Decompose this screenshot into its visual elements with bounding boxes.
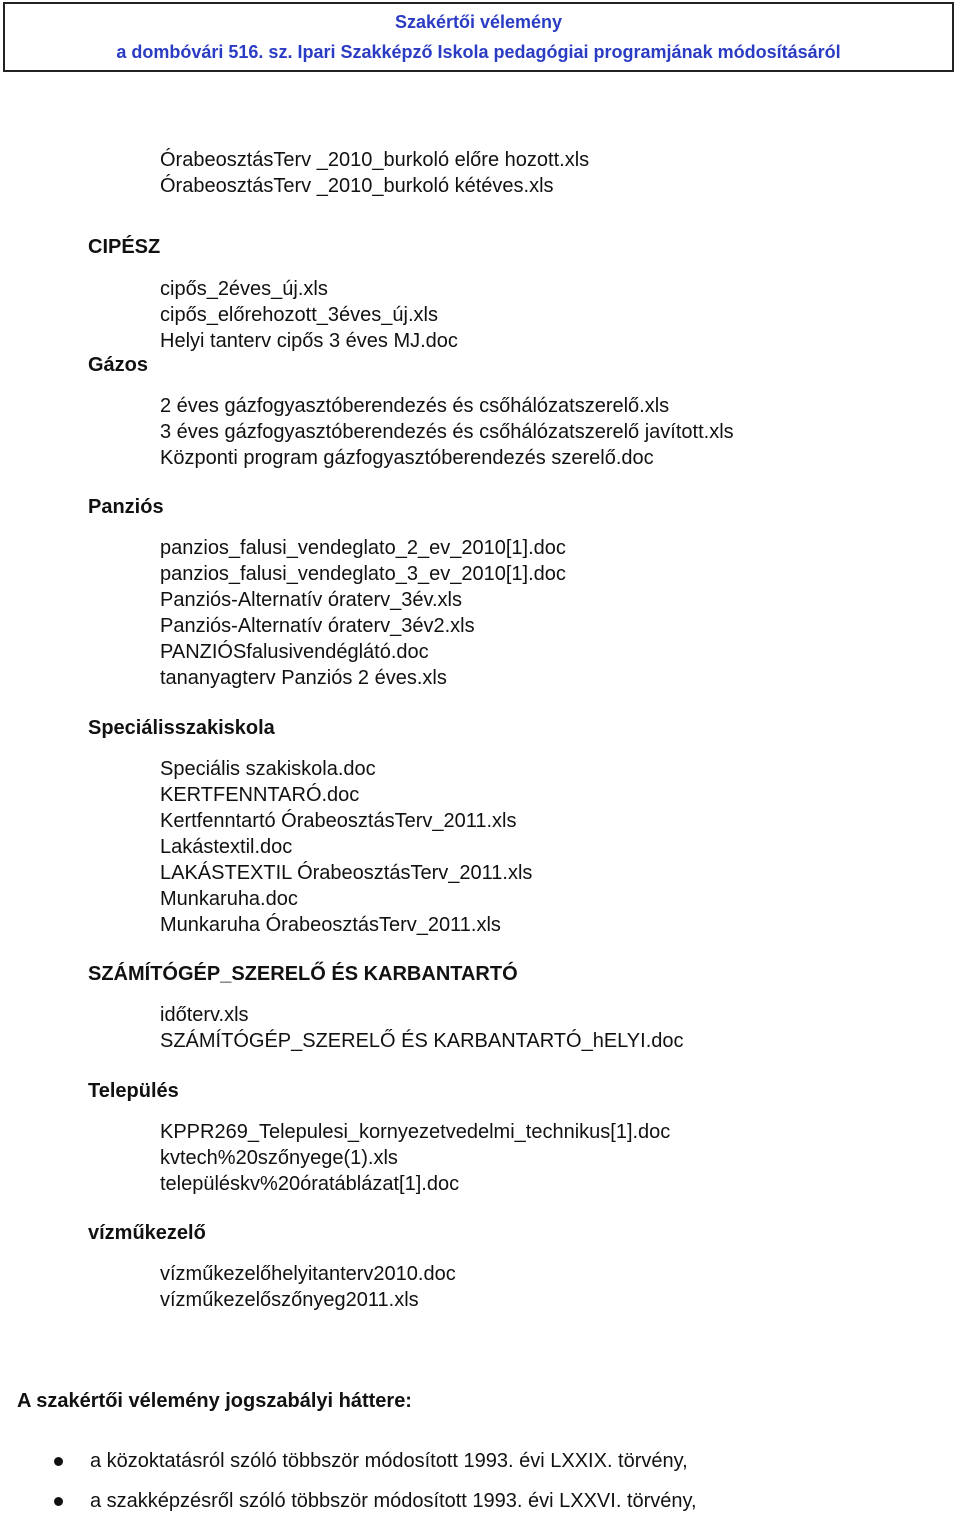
legal-list [90,1441,697,1521]
file-list-burkolo [160,147,589,199]
file-item[interactable]: KPPR269_Telepulesi_kornyezetvedelmi_technikus[1].doc [160,1121,671,1143]
file-item[interactable]: cipős_2éves_új.xls [160,278,328,300]
legal-heading: A szakértői vélemény jogszabályi háttere: [17,1390,412,1412]
file-item[interactable]: cipős_előrehozott_3éves_új.xls [160,304,438,326]
category-title-panzios: Panziós [88,496,164,518]
category-title-gazos: Gázos [88,354,149,376]
file-item[interactable]: SZÁMÍTÓGÉP_SZERELŐ ÉS KARBANTARTÓ_hELYI.doc [160,1030,684,1052]
category-title-telepules: Település [88,1080,179,1102]
file-item[interactable]: panzios_falusi_vendeglato_2_ev_2010[1].doc [160,537,566,559]
file-item[interactable]: Lakástextil.doc [160,836,293,858]
file-list-vizmukezelo [160,1261,456,1313]
file-item[interactable]: Központi program gázfogyasztóberendezés szerelő.doc [160,447,654,469]
file-list-specialis [160,756,532,938]
file-item[interactable]: LAKÁSTEXTIL ÓrabeosztásTerv_2011.xls [160,862,533,884]
file-item[interactable]: Munkaruha ÓrabeosztásTerv_2011.xls [160,914,501,936]
file-item[interactable]: kvtech%20szőnyege(1).xls [160,1147,398,1169]
legal-item [90,1441,697,1481]
category-title-cipesz: CIPÉSZ [88,236,161,258]
document-title: Szakértői vélemény [394,12,563,32]
legal-item-text: a szakképzésről szóló többször módosított 1993. évi LXXVI. törvény, [90,1490,697,1512]
legal-item-text: a közoktatásról szóló többször módosított 1993. évi LXXIX. törvény, [90,1450,688,1472]
document-subtitle: a dombóvári 516. sz. Ipari Szakképző Iskola pedagógiai programjának módosításáról [116,42,841,62]
file-item[interactable]: PANZIÓSfalusivendéglátó.doc [160,641,429,663]
file-item[interactable]: ÓrabeosztásTerv _2010_burkoló előre hozott.xls [160,149,590,171]
file-item[interactable]: vízműkezelőhelyitanterv2010.doc [160,1263,456,1285]
category-title-vizmukezelo: vízműkezelő [88,1222,206,1244]
file-item[interactable]: ÓrabeosztásTerv _2010_burkoló kétéves.xls [160,175,554,197]
file-item[interactable]: Panziós-Alternatív óraterv_3év2.xls [160,615,475,637]
bullet-icon [54,1457,63,1466]
header-box [3,2,954,72]
file-item[interactable]: panzios_falusi_vendeglato_3_ev_2010[1].doc [160,563,566,585]
file-list-gazos [160,393,734,471]
file-list-panzios [160,535,566,691]
file-item[interactable]: Kertfenntartó ÓrabeosztásTerv_2011.xls [160,810,517,832]
file-item[interactable]: Panziós-Alternatív óraterv_3év.xls [160,589,462,611]
file-item[interactable]: Helyi tanterv cipős 3 éves MJ.doc [160,330,458,352]
file-item[interactable]: tananyagterv Panziós 2 éves.xls [160,667,447,689]
bullet-icon [54,1497,63,1506]
file-item[interactable]: Munkaruha.doc [160,888,298,910]
file-list-szamitogep [160,1002,684,1054]
file-item[interactable]: vízműkezelőszőnyeg2011.xls [160,1289,419,1311]
legal-item [90,1481,697,1521]
file-item[interactable]: Speciális szakiskola.doc [160,758,376,780]
file-list-telepules [160,1119,670,1197]
file-item[interactable]: időterv.xls [160,1004,249,1026]
file-item[interactable]: KERTFENNTARÓ.doc [160,784,360,806]
category-title-specialis: Speciálisszakiskola [88,717,275,739]
file-item[interactable]: 2 éves gázfogyasztóberendezés és csőhálózatszerelő.xls [160,395,670,417]
file-list-cipesz [160,276,458,354]
category-title-szamitogep: SZÁMÍTÓGÉP_SZERELŐ ÉS KARBANTARTÓ [88,963,518,985]
file-item[interactable]: 3 éves gázfogyasztóberendezés és csőhálózatszerelő javított.xls [160,421,734,443]
file-item[interactable]: településkv%20óratáblázat[1].doc [160,1173,460,1195]
